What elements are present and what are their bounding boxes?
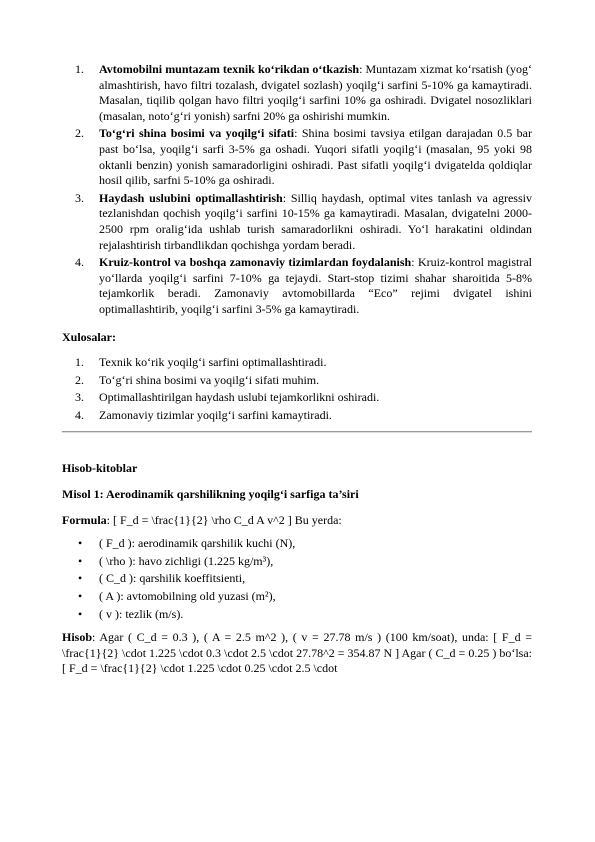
calculation-text: : Agar ( C_d = 0.3 ), ( A = 2.5 m^2 ), ( v = 27.78 m/s ) (100 km/soat), unda: [ F_d = \frac{1}{2} \cdot 1.225 \cdot 0.3 \cdot 2.5 \cdot 27.78^2 = 354.87 N ] Agar ( C_d = 0.25 ) bo‘lsa: [ F_d = \frac{1}{2} \cdot 1.225 \cdot 0.25 \cdot 2.5 \cdot — [62, 630, 532, 676]
item-text: : Silliq haydash, optimal vites tanlash va agressiv tezlanishdan qochish yoqilg‘i sarfini 10-15% ga kamaytiradi. Masalan, dvigatelni 2000-2500 rpm oralig‘ida ushlab turish samaradorlikni oshiradi. Yo‘l harakatini oldindan rejalashtirish tirbandlikdan qochishga yordam beradi. — [99, 190, 532, 252]
item-text: ( \rho ): havo zichligi (1.225 kg/m³), — [99, 553, 274, 568]
bullet-icon: • — [78, 589, 83, 604]
calculation-paragraph — [62, 630, 532, 677]
item-number: 3. — [75, 190, 84, 205]
list-item — [62, 62, 532, 124]
formula-label: Formula — [62, 512, 107, 527]
item-title: To‘g‘ri shina bosimi va yoqilg‘i sifati — [99, 126, 295, 141]
example-title: Misol 1: Aerodinamik qarshilikning yoqilg‘i sarfiga ta’siri — [62, 487, 359, 502]
bullet-icon: • — [78, 553, 83, 568]
list-item — [62, 571, 532, 587]
item-text: ( v ): tezlik (m/s). — [99, 606, 184, 621]
bullet-icon: • — [78, 536, 83, 551]
item-title: Avtomobilni muntazam texnik ko‘rikdan o‘tkazish — [99, 62, 360, 76]
item-number: 4. — [75, 407, 84, 422]
item-number: 1. — [75, 355, 84, 370]
list-item — [62, 126, 532, 188]
item-text: To‘g‘ri shina bosimi va yoqilg‘i sifati muhim. — [99, 372, 320, 387]
bullet-icon: • — [78, 606, 83, 621]
item-text: Texnik ko‘rik yoqilg‘i sarfini optimallashtiradi. — [99, 355, 327, 370]
variables-list — [62, 536, 532, 622]
formula-paragraph — [62, 513, 532, 529]
item-title: Kruiz-kontrol va boshqa zamonaviy tizimlardan foydalanish — [99, 255, 412, 270]
item-title: Haydash uslubini optimallashtirish — [99, 190, 283, 205]
recommendations-list — [62, 62, 532, 318]
item-number: 3. — [75, 390, 84, 405]
item-text: : Shina bosimi tavsiya etilgan darajadan 0.5 bar past bo‘lsa, yoqilg‘i sarfi 3-5% ga oshadi. Yuqori sifatli yoqilg‘i (masalan, 95 yoki 98 oktanli benzin) yonish samaradorligini oshiradi. Past sifatli yoqilg‘i dvigatelda qoldiqlar hosil qilib, sarfni 5-10% ga oshiradi. — [99, 126, 532, 188]
item-text: Optimallashtirilgan haydash uslubi tejamkorlikni oshiradi. — [99, 390, 380, 405]
calculation-label: Hisob — [62, 630, 93, 645]
formula-text: : [ F_d = \frac{1}{2} \rho C_d A v^2 ] Bu yerda: — [106, 512, 342, 527]
item-number: 1. — [75, 62, 84, 76]
bullet-icon: • — [78, 571, 83, 586]
list-item — [62, 373, 532, 389]
list-item — [62, 255, 532, 317]
horizontal-divider — [62, 431, 532, 433]
list-item — [62, 191, 532, 253]
item-text: ( A ): avtomobilning old yuzasi (m²), — [99, 589, 276, 604]
conclusions-heading: Xulosalar: — [62, 329, 116, 344]
list-item — [62, 355, 532, 371]
conclusions-list — [62, 355, 532, 423]
list-item — [62, 554, 532, 570]
item-text: : Muntazam xizmat ko‘rsatish (yog‘ almashtirish, havo filtri tozalash, dvigatel sozlash) yoqilg‘i sarfini 5-10% ga kamaytiradi. Masalan, tiqilib qolgan havo filtri yoqilg‘i sarfini 10% ga oshiradi. Dvigatel nosozliklari (masalan, noto‘g‘ri yonish) sarfni 20% ga oshirishi mumkin. — [99, 62, 532, 123]
list-item — [62, 607, 532, 623]
item-text: Zamonaviy tizimlar yoqilg‘i sarfini kamaytiradi. — [99, 407, 332, 422]
item-text: ( C_d ): qarshilik koeffitsienti, — [99, 571, 246, 586]
list-item — [62, 536, 532, 552]
list-item — [62, 390, 532, 406]
item-text: ( F_d ): aerodinamik qarshilik kuchi (N), — [99, 536, 296, 551]
list-item — [62, 408, 532, 424]
item-text: : Kruiz-kontrol magistral yo‘llarda yoqilg‘i sarfini 7-10% ga tejaydi. Start-stop tizimi shahar sharoitida 5-8% tejamkorlik beradi. Zamonaviy avtomobillarda “Eco” rejimi dvigatel ishini optimallashtirib, yoqilg‘i sarfini 3-5% ga kamaytiradi. — [99, 255, 532, 316]
item-number: 2. — [75, 372, 84, 387]
document-content — [62, 62, 532, 685]
item-number: 4. — [75, 255, 84, 270]
item-number: 2. — [75, 126, 84, 141]
list-item — [62, 589, 532, 605]
section-title: Hisob-kitoblar — [62, 461, 138, 476]
